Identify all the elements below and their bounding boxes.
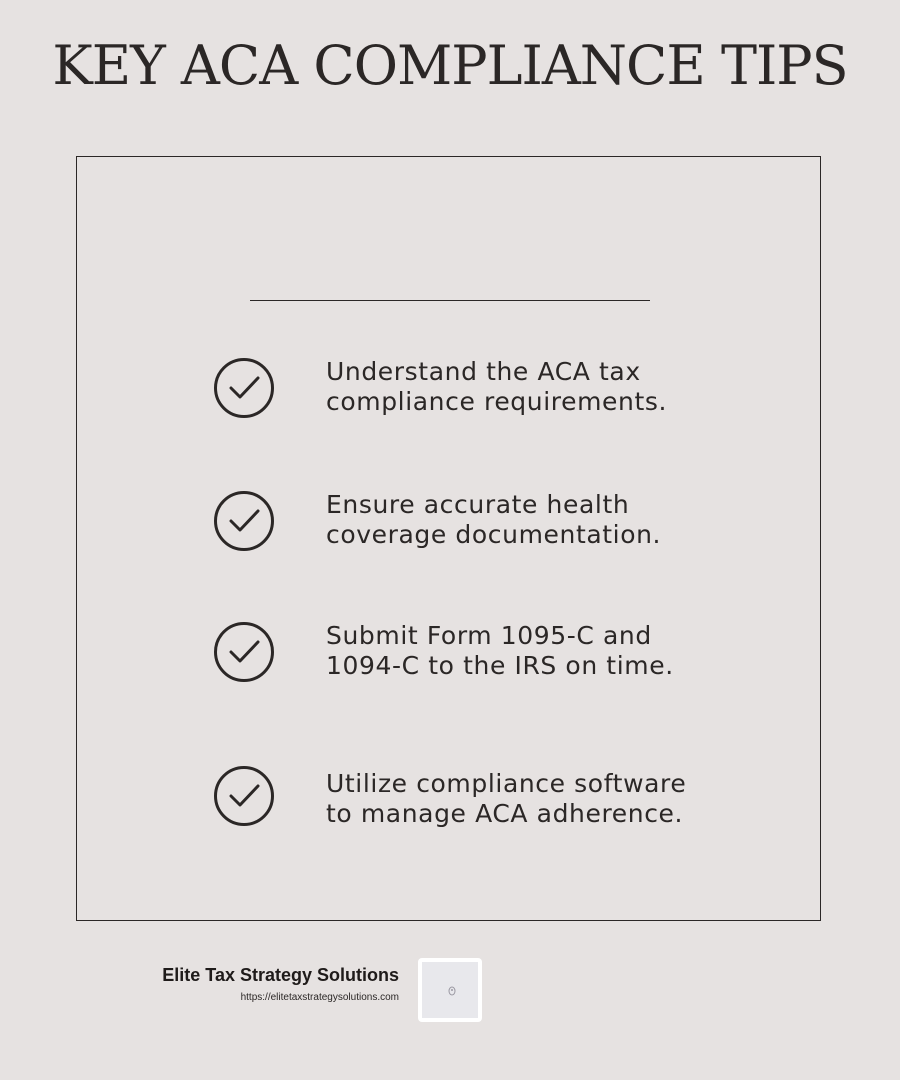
brand-logo	[418, 958, 482, 1022]
tip-line-1: Submit Form 1095-C and	[326, 621, 652, 650]
brand-url[interactable]: https://elitetaxstrategysolutions.com	[240, 992, 399, 1003]
tip-line-1: Ensure accurate health	[326, 490, 630, 519]
tip-item	[77, 765, 822, 835]
tip-line-1: Utilize compliance software	[326, 769, 687, 798]
tip-text	[326, 490, 746, 550]
tip-item	[77, 621, 822, 691]
page-title: KEY ACA COMPLIANCE TIPS	[52, 34, 848, 97]
brand-block	[162, 963, 399, 1006]
brand-name: Elite Tax Strategy Solutions	[162, 965, 399, 985]
check-circle-icon	[213, 490, 275, 552]
tip-text	[326, 769, 746, 829]
tip-item	[77, 357, 822, 427]
tip-line-2: to manage ACA adherence.	[326, 799, 684, 828]
tip-text	[326, 357, 746, 417]
logo-mark-icon	[448, 986, 456, 998]
tip-item	[77, 490, 822, 560]
check-circle-icon	[213, 621, 275, 683]
logo-image	[422, 962, 478, 1018]
divider	[250, 300, 650, 301]
tips-card	[76, 156, 821, 921]
tip-line-2: coverage documentation.	[326, 520, 662, 549]
tip-text	[326, 621, 746, 681]
tip-line-2: 1094-C to the IRS on time.	[326, 651, 674, 680]
tip-line-2: compliance requirements.	[326, 387, 668, 416]
check-circle-icon	[213, 765, 275, 827]
check-circle-icon	[213, 357, 275, 419]
tip-line-1: Understand the ACA tax	[326, 357, 641, 386]
